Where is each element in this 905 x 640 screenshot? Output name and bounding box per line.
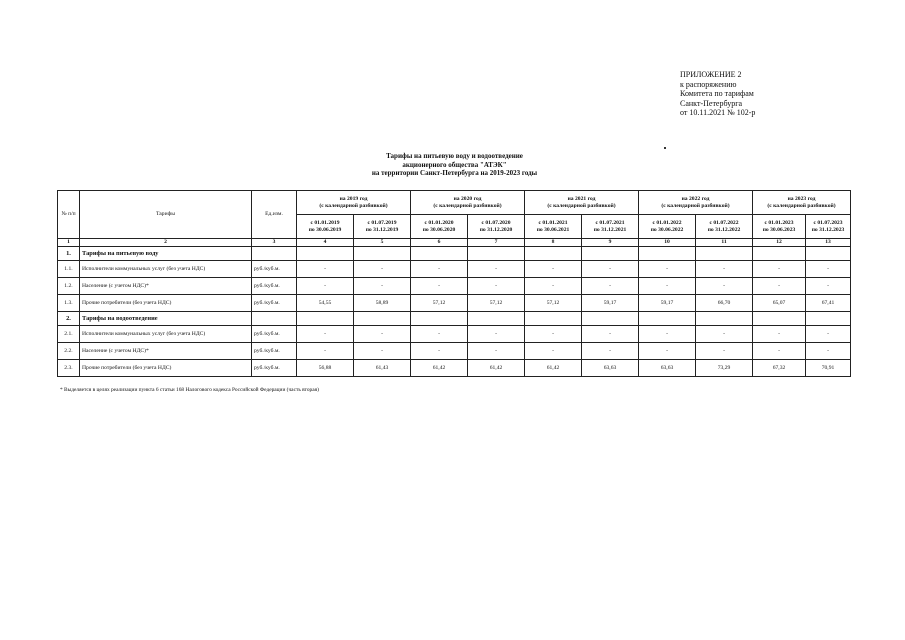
column-number: 9 (582, 239, 639, 247)
tariff-value: - (468, 326, 525, 343)
tariff-value: - (297, 261, 354, 278)
empty-cell (806, 247, 851, 261)
section-title: Тарифы на водоотведение (80, 312, 252, 326)
header-num: № п/п (58, 191, 80, 239)
period-to: по 31.12.2020 (479, 226, 513, 233)
header-period (468, 215, 525, 239)
section-num: 2. (58, 312, 80, 326)
appendix-line: к распоряжению (680, 79, 737, 89)
column-number: 7 (468, 239, 525, 247)
tariff-value: - (639, 326, 696, 343)
empty-cell (468, 312, 525, 326)
row-num: 1.3. (58, 295, 80, 312)
tariff-value: 67,32 (753, 360, 806, 377)
row-name: Прочие потребители (без учета НДС) (80, 360, 252, 377)
section-num: 1. (58, 247, 80, 261)
table-body (58, 239, 851, 377)
tariff-value: - (411, 343, 468, 360)
tariffs-table (57, 190, 851, 377)
tariff-value: - (806, 326, 851, 343)
empty-cell (411, 312, 468, 326)
tariff-value: - (354, 278, 411, 295)
appendix-line: Комитета по тарифам (680, 89, 754, 99)
tariff-value: - (468, 278, 525, 295)
year-label: на 2023 год (787, 195, 816, 202)
period-from: с 01.01.2021 (538, 219, 568, 226)
header-year (411, 191, 525, 215)
title-line: акционерного общества "АТЭК" (402, 160, 507, 169)
tariff-value: - (525, 261, 582, 278)
row-unit: руб./куб.м. (252, 360, 297, 377)
empty-cell (525, 247, 582, 261)
tariff-value: 61,42 (411, 360, 468, 377)
column-number: 5 (354, 239, 411, 247)
year-label: на 2021 год (567, 195, 596, 202)
empty-cell (468, 247, 525, 261)
period-from: с 01.07.2022 (709, 219, 739, 226)
empty-cell (252, 247, 297, 261)
empty-cell (354, 247, 411, 261)
section-row (58, 247, 851, 261)
row-unit: руб./куб.м. (252, 326, 297, 343)
tariff-value: - (411, 261, 468, 278)
tariff-value: 63,63 (639, 360, 696, 377)
row-name: Исполнители коммунальных услуг (без учета НДС) (80, 326, 252, 343)
tariff-value: - (696, 326, 753, 343)
header-period (582, 215, 639, 239)
tariff-value: - (639, 343, 696, 360)
tariff-value: - (354, 343, 411, 360)
header-period (525, 215, 582, 239)
appendix-block (680, 70, 870, 118)
tariff-value: 57,12 (411, 295, 468, 312)
header-year (639, 191, 753, 215)
header-period (753, 215, 806, 239)
column-number-row (58, 239, 851, 247)
scan-speck (664, 147, 666, 149)
column-number: 10 (639, 239, 696, 247)
row-num: 1.1. (58, 261, 80, 278)
tariff-value: - (582, 326, 639, 343)
document-title (0, 152, 905, 178)
tariff-value: - (354, 261, 411, 278)
column-number: 12 (753, 239, 806, 247)
period-from: с 01.07.2019 (367, 219, 397, 226)
tariff-value: - (806, 343, 851, 360)
row-name: Население (с учетом НДС)* (80, 343, 252, 360)
row-unit: руб./куб.м. (252, 261, 297, 278)
period-to: по 31.12.2022 (707, 226, 741, 233)
header-year (753, 191, 851, 215)
tariff-value: - (525, 326, 582, 343)
header-tariffs: Тарифы (80, 191, 252, 239)
tariff-value: - (696, 278, 753, 295)
tariff-value: 65,07 (753, 295, 806, 312)
tariff-value: 57,12 (525, 295, 582, 312)
title-line: на территории Санкт-Петербурга на 2019-2023 годы (371, 169, 538, 177)
column-number: 11 (696, 239, 753, 247)
tariff-value: - (582, 278, 639, 295)
empty-cell (297, 312, 354, 326)
year-label: на 2022 год (681, 195, 710, 202)
tariff-value: - (411, 278, 468, 295)
tariff-value: - (696, 261, 753, 278)
period-from: с 01.07.2021 (595, 219, 625, 226)
tariff-value: 70,91 (806, 360, 851, 377)
period-to: по 31.12.2023 (811, 226, 845, 233)
period-to: по 30.06.2021 (536, 226, 570, 233)
header-unit: Ед.изм. (252, 191, 297, 239)
tariff-value: - (806, 278, 851, 295)
tariff-value: 54,55 (297, 295, 354, 312)
table-row (58, 326, 851, 343)
empty-cell (252, 312, 297, 326)
tariff-value: 66,70 (696, 295, 753, 312)
header-period (411, 215, 468, 239)
empty-cell (639, 247, 696, 261)
tariff-value: 67,41 (806, 295, 851, 312)
section-row (58, 312, 851, 326)
year-sub: (с календарной разбивкой) (433, 202, 502, 209)
empty-cell (582, 312, 639, 326)
row-num: 2.3. (58, 360, 80, 377)
tariff-value: 73,29 (696, 360, 753, 377)
empty-cell (411, 247, 468, 261)
tariff-value: 56,88 (297, 360, 354, 377)
period-from: с 01.01.2019 (310, 219, 340, 226)
row-name: Прочие потребители (без учета НДС) (80, 295, 252, 312)
empty-cell (639, 312, 696, 326)
tariff-value: 61,43 (354, 360, 411, 377)
tariff-value: - (639, 278, 696, 295)
table-row (58, 261, 851, 278)
row-unit: руб./куб.м. (252, 295, 297, 312)
tariff-value: - (753, 343, 806, 360)
column-number: 1 (58, 239, 80, 247)
appendix-line: от 10.11.2021 № 102-р (680, 108, 756, 118)
tariff-value: - (753, 278, 806, 295)
title-line: Тарифы на питьевую воду и водоотведение (386, 152, 523, 160)
period-to: по 30.06.2020 (422, 226, 456, 233)
year-sub: (с календарной разбивкой) (319, 202, 388, 209)
tariff-value: 58,89 (354, 295, 411, 312)
year-sub: (с календарной разбивкой) (767, 202, 836, 209)
period-to: по 30.06.2019 (308, 226, 342, 233)
tariff-value: - (696, 343, 753, 360)
tariff-value: - (525, 343, 582, 360)
tariff-value: - (806, 261, 851, 278)
tariff-value: - (753, 261, 806, 278)
tariff-value: 59,17 (582, 295, 639, 312)
tariff-value: - (582, 261, 639, 278)
period-to: по 30.06.2022 (650, 226, 684, 233)
tariff-value: 61,42 (468, 360, 525, 377)
tariff-value: - (297, 343, 354, 360)
section-title: Тарифы на питьевую воду (80, 247, 252, 261)
tariff-value: 63,63 (582, 360, 639, 377)
empty-cell (582, 247, 639, 261)
tariff-value: - (753, 326, 806, 343)
tariff-value: - (468, 261, 525, 278)
table-row (58, 360, 851, 377)
header-year (525, 191, 639, 215)
tariff-value: - (639, 261, 696, 278)
period-from: с 01.07.2020 (481, 219, 511, 226)
tariff-value: - (525, 278, 582, 295)
tariff-value: - (297, 278, 354, 295)
tariff-value: 61,42 (525, 360, 582, 377)
empty-cell (753, 312, 806, 326)
header-year (297, 191, 411, 215)
empty-cell (525, 312, 582, 326)
tariff-value: - (297, 326, 354, 343)
row-num: 2.2. (58, 343, 80, 360)
header-period (639, 215, 696, 239)
tariff-value: - (354, 326, 411, 343)
period-from: с 01.07.2023 (813, 219, 843, 226)
empty-cell (696, 312, 753, 326)
footnote: * Выделяется в целях реализации пункта 6 статьи 168 Налогового кодекса Российской Федерации (часть вторая) (60, 387, 319, 393)
empty-cell (354, 312, 411, 326)
tariff-value: - (582, 343, 639, 360)
year-label: на 2020 год (453, 195, 482, 202)
table-row (58, 295, 851, 312)
column-number: 6 (411, 239, 468, 247)
row-num: 1.2. (58, 278, 80, 295)
year-label: на 2019 год (339, 195, 368, 202)
table-row (58, 278, 851, 295)
period-to: по 31.12.2021 (593, 226, 627, 233)
period-to: по 30.06.2023 (762, 226, 796, 233)
period-from: с 01.01.2022 (652, 219, 682, 226)
year-sub: (с календарной разбивкой) (547, 202, 616, 209)
header-period (354, 215, 411, 239)
row-unit: руб./куб.м. (252, 278, 297, 295)
header-period (297, 215, 354, 239)
column-number: 8 (525, 239, 582, 247)
column-number: 2 (80, 239, 252, 247)
table-row (58, 343, 851, 360)
column-number: 3 (252, 239, 297, 247)
appendix-line: Санкт-Петербурга (680, 98, 743, 108)
row-unit: руб./куб.м. (252, 343, 297, 360)
header-period (696, 215, 753, 239)
empty-cell (806, 312, 851, 326)
empty-cell (696, 247, 753, 261)
row-name: Население (с учетом НДС)* (80, 278, 252, 295)
column-number: 13 (806, 239, 851, 247)
period-to: по 31.12.2019 (365, 226, 399, 233)
row-num: 2.1. (58, 326, 80, 343)
tariff-value: - (411, 326, 468, 343)
empty-cell (297, 247, 354, 261)
period-from: с 01.01.2020 (424, 219, 454, 226)
empty-cell (753, 247, 806, 261)
tariff-value: - (468, 343, 525, 360)
period-from: с 01.01.2023 (764, 219, 794, 226)
tariff-value: 57,12 (468, 295, 525, 312)
row-name: Исполнители коммунальных услуг (без учета НДС) (80, 261, 252, 278)
header-row-years (58, 191, 851, 215)
year-sub: (с календарной разбивкой) (661, 202, 730, 209)
header-period (806, 215, 851, 239)
column-number: 4 (297, 239, 354, 247)
appendix-line: ПРИЛОЖЕНИЕ 2 (680, 70, 742, 79)
tariff-value: 59,17 (639, 295, 696, 312)
